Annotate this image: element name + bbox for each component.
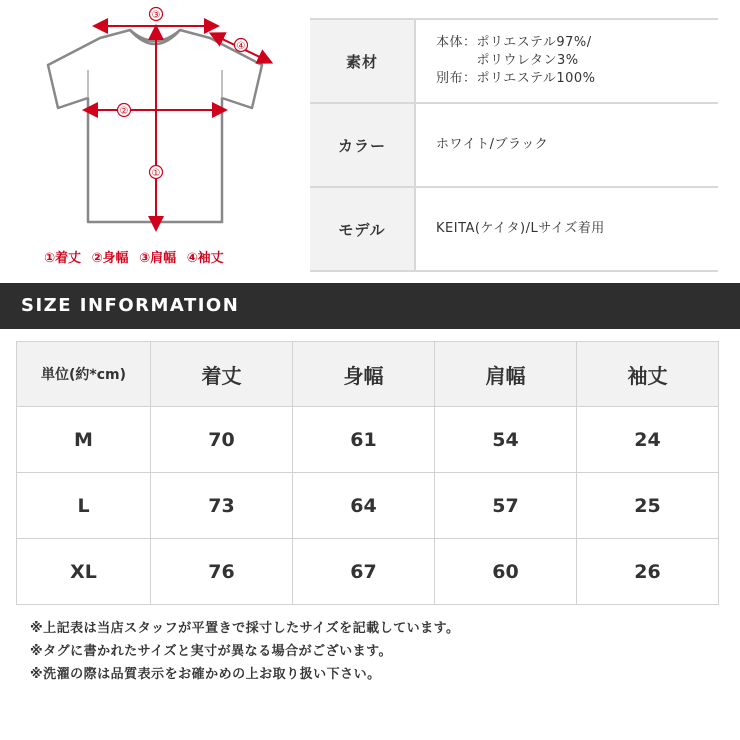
- marker-2: ②: [119, 106, 129, 117]
- table-row: [17, 539, 719, 605]
- table-cell: 25: [577, 473, 719, 539]
- measurement-legend: [44, 247, 230, 266]
- note-line: ※洗濯の際は品質表示をお確かめの上お取り扱い下さい。: [30, 667, 381, 682]
- spec-value-model: [415, 187, 718, 271]
- size-table-header: [17, 342, 719, 407]
- spec-label-color: カラー: [310, 103, 415, 187]
- size-label: M: [17, 407, 151, 473]
- size-label: XL: [17, 539, 151, 605]
- table-cell: 60: [435, 539, 577, 605]
- legend-sleeve: ④袖丈: [186, 251, 224, 266]
- note-line: ※上記表は当店スタッフが平置きで採寸したサイズを記載しています。: [30, 621, 460, 636]
- spec-row-color: [310, 103, 718, 187]
- table-row: [17, 407, 719, 473]
- table-cell: 61: [293, 407, 435, 473]
- table-cell: 24: [577, 407, 719, 473]
- table-row: [17, 473, 719, 539]
- material-line-1: 本体：ポリエステル97%/: [436, 35, 592, 50]
- table-cell: 76: [151, 539, 293, 605]
- legend-body-width: ②身幅: [91, 251, 129, 266]
- table-cell: 57: [435, 473, 577, 539]
- table-cell: 26: [577, 539, 719, 605]
- marker-3: ③: [151, 10, 161, 21]
- size-information-banner: SIZE INFORMATION: [0, 283, 740, 329]
- legend-shoulder: ③肩幅: [139, 251, 177, 266]
- spec-row-material: [310, 19, 718, 103]
- spec-value-color: [415, 103, 718, 187]
- spec-value-material: [415, 19, 718, 103]
- material-line-2: ポリウレタン3%: [436, 53, 579, 68]
- table-cell: 73: [151, 473, 293, 539]
- tshirt-illustration: [0, 0, 300, 275]
- spec-row-model: [310, 187, 718, 271]
- spec-label-model: モデル: [310, 187, 415, 271]
- header-length: 着丈: [151, 342, 293, 407]
- material-line-3: 別布：ポリエステル100%: [436, 71, 596, 86]
- header-body-width: 身幅: [293, 342, 435, 407]
- header-sleeve: 袖丈: [577, 342, 719, 407]
- header-unit: 単位(約*cm): [17, 342, 151, 407]
- table-cell: 64: [293, 473, 435, 539]
- model-line-1: KEITA(ケイタ)/Lサイズ着用: [436, 221, 605, 236]
- size-label: L: [17, 473, 151, 539]
- table-cell: 67: [293, 539, 435, 605]
- header-shoulder: 肩幅: [435, 342, 577, 407]
- size-notes: [30, 617, 460, 686]
- size-table: [16, 341, 719, 605]
- marker-4: ④: [236, 41, 246, 52]
- marker-1: ①: [151, 168, 161, 179]
- tshirt-diagram: [0, 0, 300, 275]
- product-spec-table: [310, 18, 718, 272]
- color-line-1: ホワイト/ブラック: [436, 137, 549, 152]
- table-cell: 54: [435, 407, 577, 473]
- table-cell: 70: [151, 407, 293, 473]
- legend-length: ①着丈: [44, 251, 82, 266]
- note-line: ※タグに書かれたサイズと実寸が異なる場合がございます。: [30, 644, 393, 659]
- spec-label-material: 素材: [310, 19, 415, 103]
